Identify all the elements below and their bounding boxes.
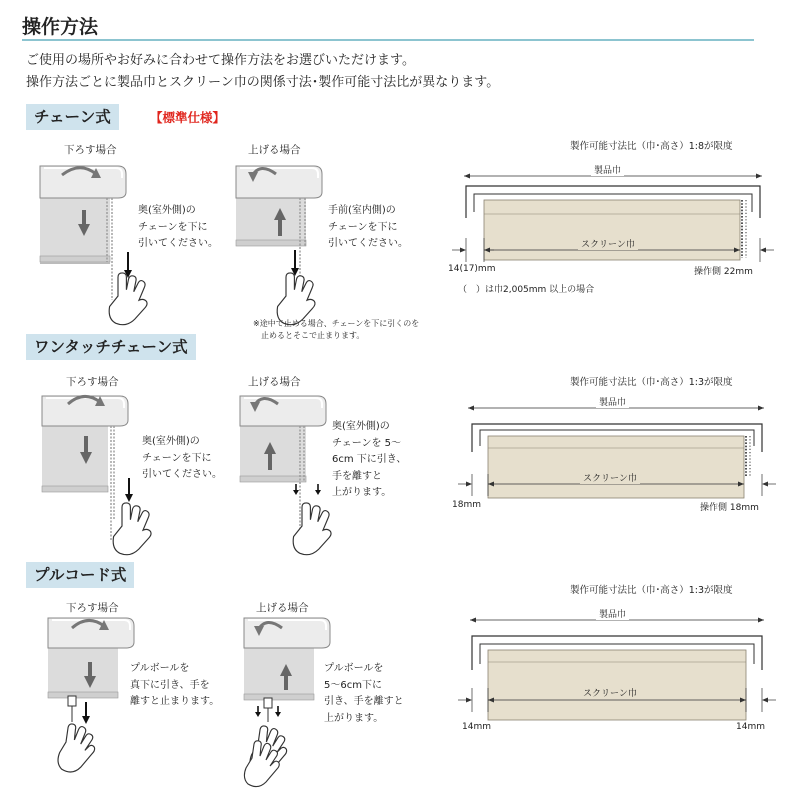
pullcord-dimension-diagram [458,618,776,721]
chain-raise-description: 手前(室内側)の チェーンを下に 引いてください。 [328,205,408,249]
pullcord-lower-description: プルボールを 真下に引き、手を 離すと止まります。 [130,663,220,707]
pullcord-screen-width-label: スクリーン巾 [580,686,640,699]
onetouch-raise-illustration [240,396,331,555]
pullcord-lower-illustration [48,618,134,772]
chain-ratio-label: 製作可能寸法比（巾･高さ）1:8が限度 [570,141,733,152]
pullcord-right-dim: 14mm [736,722,765,732]
onetouch-raise-caption: 上げる場合 [248,376,301,388]
chain-lower-illustration [40,166,147,325]
pullcord-left-dim: 14mm [462,722,491,732]
onetouch-lower-description: 奥(室外側)の チェーンを下に 引いてください。 [142,436,222,480]
page-title: 操作方法 [22,16,99,38]
chain-raise-illustration [236,166,322,325]
pullcord-raise-illustration [244,618,330,787]
intro-line-1: ご使用の場所やお好みに合わせて操作方法をお選びいただけます。 [26,53,415,68]
onetouch-ratio-label: 製作可能寸法比（巾･高さ）1:3が限度 [570,377,733,388]
chain-lower-caption: 下ろす場合 [64,144,117,156]
onetouch-lower-illustration [42,396,151,555]
onetouch-lower-caption: 下ろす場合 [66,376,119,388]
onetouch-right-dim: 操作側 18mm [700,503,759,513]
chain-screen-width-label: スクリーン巾 [578,237,638,250]
section-heading-chain: チェーン式 [26,104,119,130]
standard-spec-tag: 【標準仕様】 [150,110,226,125]
onetouch-left-dim: 18mm [452,500,481,510]
chain-lower-description: 奥(室外側)の チェーンを下に 引いてください。 [138,205,218,249]
onetouch-screen-width-label: スクリーン巾 [580,471,640,484]
pullcord-ratio-label: 製作可能寸法比（巾･高さ）1:3が限度 [570,585,733,596]
chain-left-dim: 14(17)mm [448,264,496,274]
chain-footnote: （ ）は巾2,005mm 以上の場合 [458,285,595,295]
chain-right-dim: 操作側 22mm [694,267,753,277]
pullcord-raise-description: プルボールを 5～6cm下に 引き、手を離すと 上がります。 [324,663,404,724]
intro-line-2: 操作方法ごとに製品巾とスクリーン巾の関係寸法･製作可能寸法比が異なります。 [26,75,500,90]
chain-raise-caption: 上げる場合 [248,144,301,156]
pullcord-lower-caption: 下ろす場合 [66,602,119,614]
pullcord-raise-caption: 上げる場合 [256,602,309,614]
section-heading-pullcord: プルコード式 [26,562,134,588]
chain-stop-note: ※途中で止める場合、チェーンを下に引くのを 止めるとそこで止まります。 [253,319,420,340]
onetouch-dimension-diagram [458,406,776,499]
section-heading-onetouch: ワンタッチチェーン式 [26,334,196,360]
onetouch-product-width-label: 製品巾 [596,395,629,408]
pullcord-product-width-label: 製品巾 [596,607,629,620]
onetouch-raise-description: 奥(室外側)の チェーンを 5～ 6cm 下に引き、 手を離すと 上がります。 [332,421,407,498]
chain-product-width-label: 製品巾 [591,163,624,176]
